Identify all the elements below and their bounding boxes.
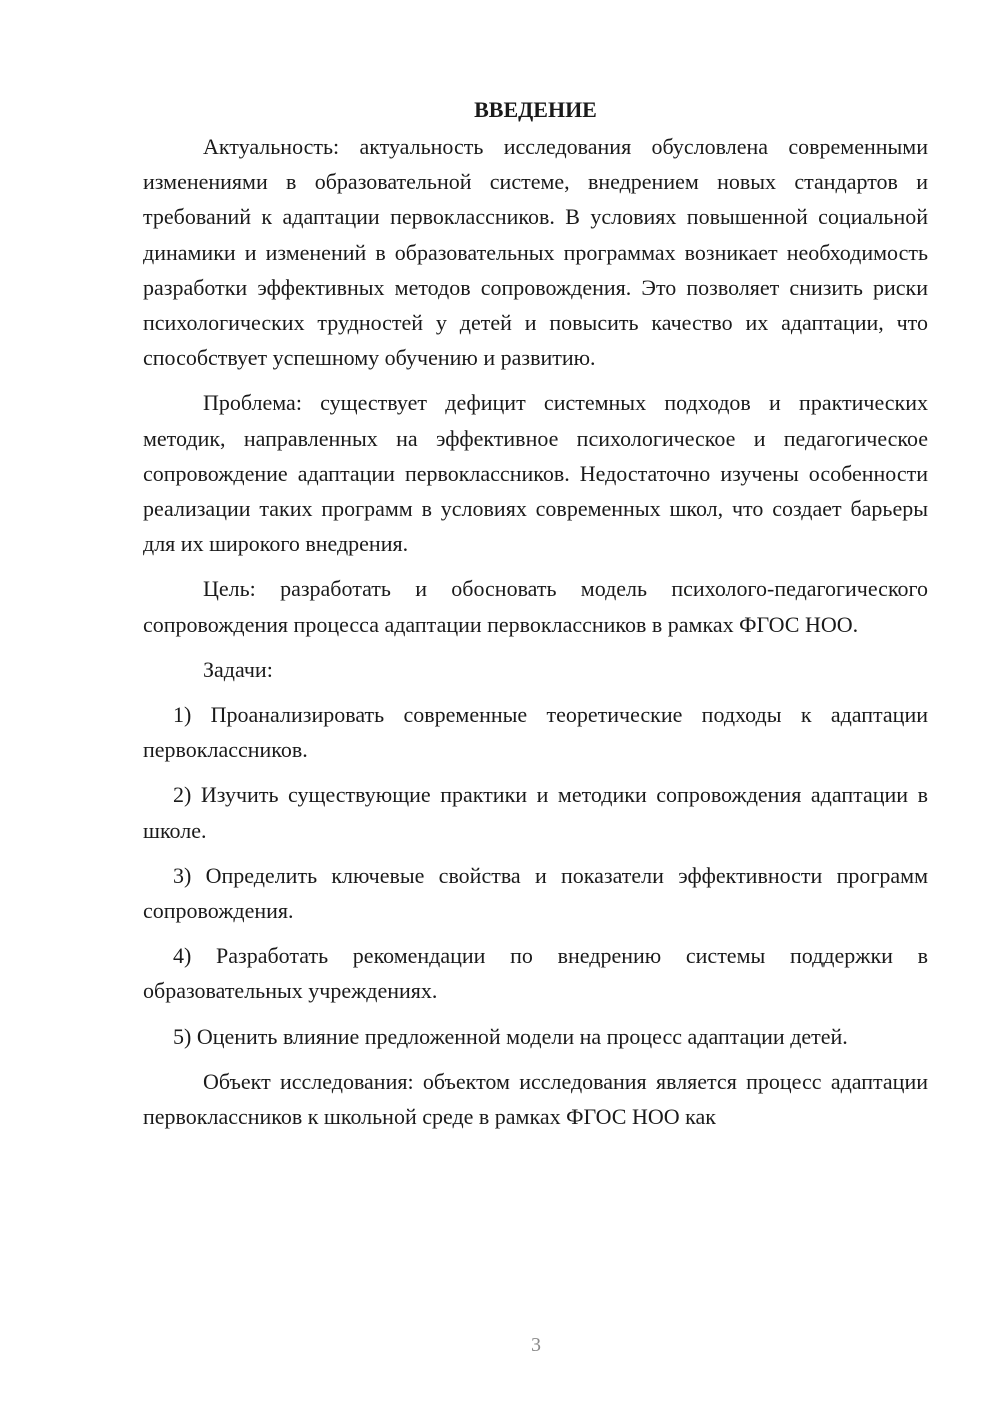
page-number: 3 <box>531 1334 541 1356</box>
object-paragraph: Объект исследования: объектом исследования является процесс адаптации первоклассников к школьной среде в рамках ФГОС НОО как <box>143 1068 928 1130</box>
task-item: 1) Проанализировать современные теоретические подходы к адаптации первоклассников. <box>143 702 928 763</box>
goal-paragraph: Цель: разработать и обосновать модель психолого-педагогического сопровождения процесса адаптации первоклассников в рамках ФГОС НОО. <box>143 576 928 637</box>
task-item: 2) Изучить существующие практики и методики сопровождения адаптации в школе. <box>143 782 928 843</box>
relevance-paragraph: Актуальность: актуальность исследования обусловлена современными изменениями в образовательной системе, внедрением новых стандартов и требований к адаптации первоклассников. В условиях повышенной социальной динамики и изменений в образовательных программах возникает необходимость разработки эффективных методов сопровождения. Это позволяет снизить риски психологических трудностей у детей и повысить качество их адаптации, что способствует успешному обучению и развитию. <box>143 134 928 371</box>
task-item: 4) Разработать рекомендации по внедрению системы поддержки в образовательных учреждениях. <box>143 943 928 1004</box>
document-page <box>143 92 928 1144</box>
problem-paragraph: Проблема: существует дефицит системных подходов и практических методик, направленных на эффективное психологическое и педагогическое сопровождение адаптации первоклассников. Недостаточно изучены особенности реализации таких программ в условиях современных школ, что создает барьеры для их широкого внедрения. <box>143 390 928 557</box>
tasks-label: Задачи: <box>203 656 273 682</box>
section-heading: ВВЕДЕНИЕ <box>474 97 597 122</box>
task-item: 5) Оценить влияние предложенной модели на процесс адаптации детей. <box>173 1023 848 1049</box>
task-item: 3) Определить ключевые свойства и показатели эффективности программ сопровождения. <box>143 862 928 924</box>
